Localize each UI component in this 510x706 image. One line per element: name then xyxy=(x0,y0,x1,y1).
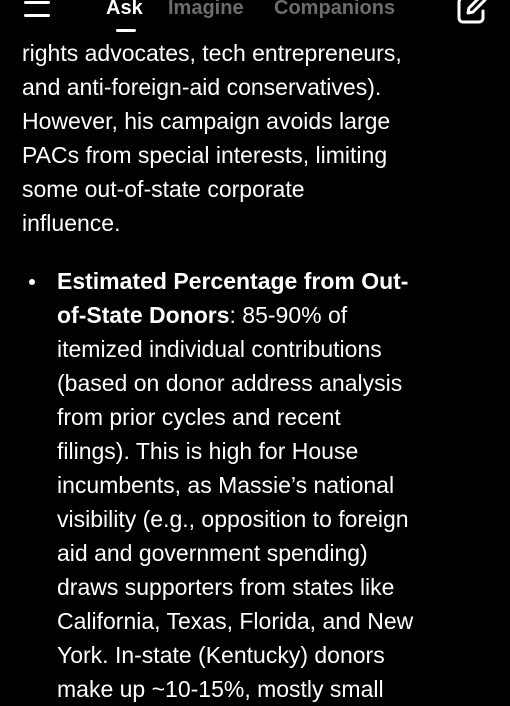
response-paragraph xyxy=(22,36,492,240)
bullet-line: (based on donor address analysis xyxy=(57,370,403,396)
paragraph-line: rights advocates, tech entrepreneurs, xyxy=(22,40,402,66)
bullet-value: : 85-90% of xyxy=(229,302,348,328)
menu-line xyxy=(24,14,50,17)
list-item xyxy=(22,264,492,706)
paragraph-line: and anti-foreign-aid conservatives). xyxy=(22,74,382,100)
bullet-line: from prior cycles and recent xyxy=(57,404,341,430)
tab-imagine[interactable]: Imagine xyxy=(168,0,244,19)
active-tab-indicator xyxy=(116,29,136,32)
bullet-heading-line: Estimated Percentage from Out- xyxy=(57,268,409,294)
top-navigation-bar xyxy=(0,0,510,36)
compose-edit-icon[interactable] xyxy=(456,0,488,24)
bullet-heading-line: of-State Donors xyxy=(57,302,230,328)
compose-edit-icon-graphic xyxy=(456,0,488,24)
bullet-line: make up ~10-15%, mostly small xyxy=(57,676,384,702)
paragraph-line: influence. xyxy=(22,210,121,236)
hamburger-menu-icon[interactable] xyxy=(24,0,52,18)
bullet-point-icon xyxy=(29,279,35,285)
tab-ask[interactable]: Ask xyxy=(106,0,143,19)
bullet-line: filings). This is high for House xyxy=(57,438,359,464)
chat-response-content xyxy=(22,36,492,706)
paragraph-line: some out-of-state corporate xyxy=(22,176,305,202)
paragraph-line: PACs from special interests, limiting xyxy=(22,142,388,168)
bullet-line: itemized individual contributions xyxy=(57,336,382,362)
bullet-list xyxy=(22,264,492,706)
bullet-line: visibility (e.g., opposition to foreign xyxy=(57,506,409,532)
paragraph-line: However, his campaign avoids large xyxy=(22,108,391,134)
bullet-line: California, Texas, Florida, and New xyxy=(57,608,414,634)
menu-line xyxy=(24,1,50,4)
bullet-line: draws supporters from states like xyxy=(57,574,395,600)
bullet-line: aid and government spending) xyxy=(57,540,368,566)
tab-companions[interactable]: Companions xyxy=(274,0,396,19)
bullet-line: York. In-state (Kentucky) donors xyxy=(57,642,385,668)
bullet-line: incumbents, as Massie’s national xyxy=(57,472,395,498)
